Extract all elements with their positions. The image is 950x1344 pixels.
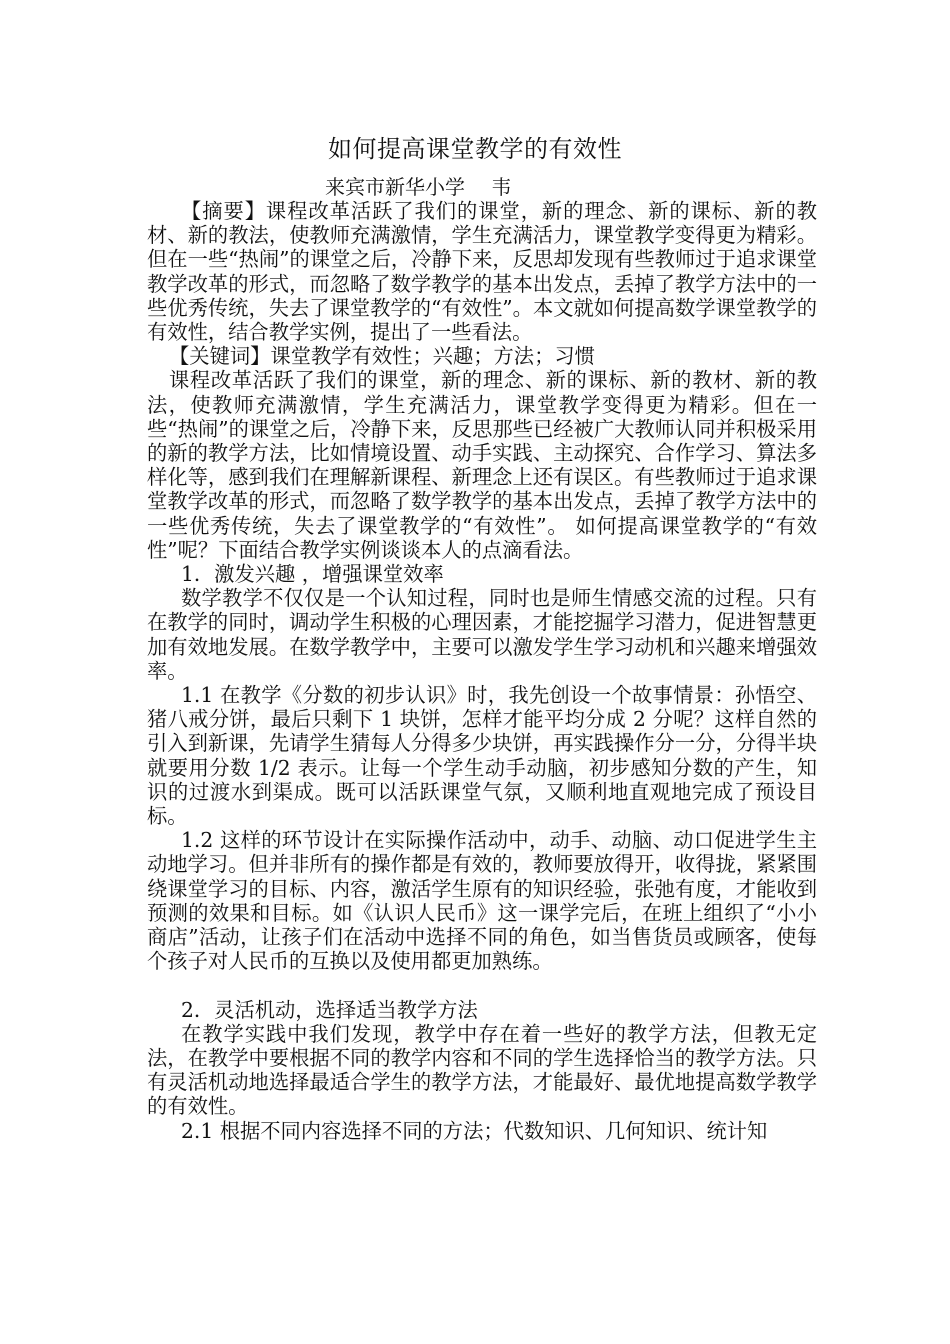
- paragraph-gap: [147, 974, 817, 998]
- section-1-paragraph: 数学教学不仅仅是一个认知过程，同时也是师生情感交流的过程。只有在教学的同时，调动学生积极的心理因素，才能挖掘学习潜力，促进智慧更加有效地发展。在数学教学中，主要可以激发学生学习动机和兴趣来增强效率。: [147, 586, 817, 683]
- intro-paragraph: 课程改革活跃了我们的课堂，新的理念、新的课标、新的教材、新的教法，使教师充满激情，学生充满活力，课堂教学变得更为精彩。但在一些“热闹”的课堂之后，冷静下来，反思那些已经被广大教师认同并积极采用的新的教学方法，比如情境设置、动手实践、主动探究、合作学习、算法多样化等，感到我们在理解新课程、新理念上还有误区。有些教师过于追求课堂教学改革的形式，而忽略了数学教学的基本出发点，丢掉了教学方法中的一些优秀传统，失去了课堂教学的“有效性”。 如何提高课堂教学的“有效性”呢？下面结合教学实例谈谈本人的点滴看法。: [147, 368, 817, 562]
- document-body: [147, 199, 817, 1143]
- keywords-line: 【关键词】课堂教学有效性；兴趣；方法；习惯: [169, 344, 595, 369]
- abstract-paragraph: 【摘要】课程改革活跃了我们的课堂，新的理念、新的课标、新的教材、新的教法，使教师充满激情，学生充满活力，课堂教学变得更为精彩。但在一些“热闹”的课堂之后，冷静下来，反思却发现有些教师过于追求课堂教学改革的形式，而忽略了数学教学的基本出发点，丢掉了教学方法中的一些优秀传统，失去了课堂教学的“有效性”。本文就如何提高数学课堂教学的有效性，结合教学实例，提出了一些看法。: [147, 199, 817, 345]
- section-2-1-paragraph: 2.1 根据不同内容选择不同的方法；代数知识、几何知识、统计知: [181, 1118, 768, 1143]
- document-author: 来宾市新华小学 韦: [325, 175, 512, 199]
- section-1-1-paragraph: 1.1 在教学《分数的初步认识》时，我先创设一个故事情景：孙悟空、猪八戒分饼，最后只剩下 1 块饼，怎样才能平均分成 2 分呢？这样自然的引入到新课，先请学生猜每人分得多少块饼，再实践操作分一分，分得半块就要用分数 1/2 表示。让每一个学生动手动脑，初步感知分数的产生，知识的过渡水到渠成。既可以活跃课堂气氛，又顺利地直观地完成了预设目标。: [147, 683, 817, 829]
- section-1-2-paragraph: 1.2 这样的环节设计在实际操作活动中，动手、动脑、动口促进学生主动地学习。但并非所有的操作都是有效的，教师要放得开，收得拢，紧紧围绕课堂学习的目标、内容，激活学生原有的知识经验，张弛有度，才能收到预测的效果和目标。如《认识人民币》这一课学完后，在班上组织了“小小商店”活动，让孩子们在活动中选择不同的角色，如当售货员或顾客，使每个孩子对人民币的互换以及使用都更加熟练。: [147, 828, 817, 974]
- section-1-heading: 1．激发兴趣 ，增强课堂效率: [181, 562, 444, 587]
- section-2-heading: 2．灵活机动，选择适当教学方法: [181, 997, 478, 1022]
- document-title: 如何提高课堂教学的有效性: [328, 135, 622, 163]
- section-2-paragraph: 在教学实践中我们发现，教学中存在着一些好的教学方法，但教无定法，在教学中要根据不同的教学内容和不同的学生选择恰当的教学方法。只有灵活机动地选择最适合学生的教学方法，才能最好、最优地提高数学教学的有效性。: [147, 1021, 817, 1119]
